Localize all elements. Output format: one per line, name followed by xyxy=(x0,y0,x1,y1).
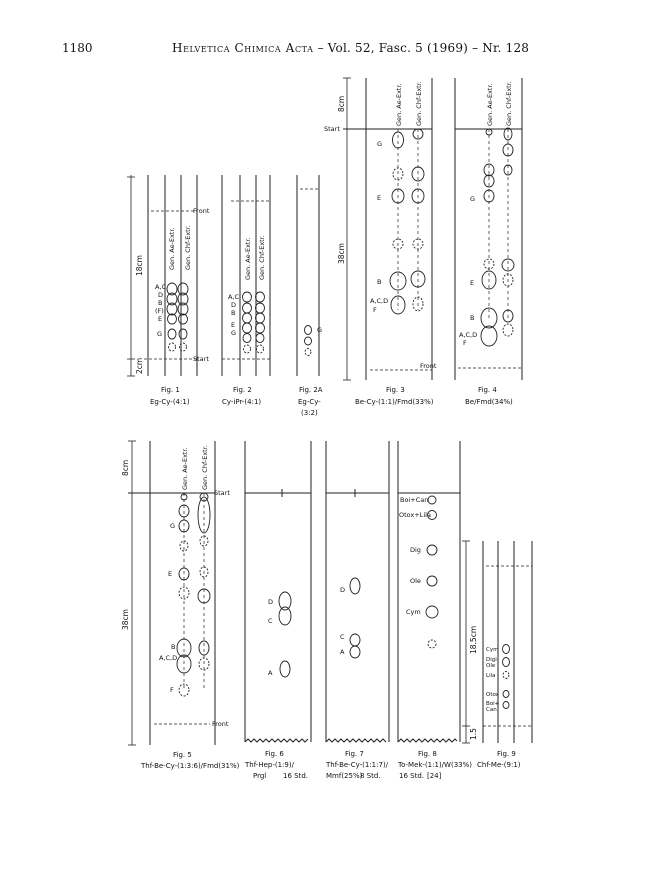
fig9-label: Boi+ xyxy=(486,701,500,707)
figure-8 xyxy=(398,441,460,742)
fig2-label: E xyxy=(231,321,236,329)
figure-2a xyxy=(297,175,319,376)
fig4-col2-label: Gen. Chf-Extr. xyxy=(505,81,513,126)
fig2a-subtitle-1: Eg-Cy- xyxy=(298,398,321,406)
fig9-subtitle: Chf-Me-(9:1) xyxy=(477,761,521,769)
fig5-dim-main: 38cm xyxy=(121,609,130,630)
fig2-label: A,C xyxy=(228,293,240,301)
fig2-spots xyxy=(243,292,265,353)
fig8-label: Ole xyxy=(410,577,421,585)
fig8-label: Cym xyxy=(406,608,421,616)
fig5-start-label: Start xyxy=(214,489,230,497)
journal-issue: – Vol. 52, Fasc. 5 (1969) – Nr. 128 xyxy=(317,41,530,55)
fig9-label: Can xyxy=(486,707,497,713)
fig2-label: G xyxy=(231,329,237,337)
fig2-label: D xyxy=(231,301,237,309)
figure-6 xyxy=(245,441,311,742)
fig7-subtitle-1: Thf-Be-Cy-(1:1:7)/ xyxy=(326,761,389,769)
fig2-title: Fig. 2 xyxy=(233,386,252,394)
fig3-label: G xyxy=(377,140,383,148)
fig4-subtitle: Be/Fmd(34%) xyxy=(465,398,513,406)
fig2-col2-label: Gen. Chf-Extr. xyxy=(258,235,266,280)
fig3-label: E xyxy=(377,194,382,202)
fig3-label: F xyxy=(373,306,377,314)
fig5-title: Fig. 5 xyxy=(173,751,192,759)
fig7-subtitle-2: Mmf(25%) xyxy=(326,772,363,780)
fig3-spots xyxy=(390,129,425,314)
fig8-label: Otox+Lila xyxy=(399,511,431,519)
fig5-label: A,C,D xyxy=(159,654,178,662)
fig1-dim-top: 18cm xyxy=(135,255,144,276)
fig4-spots xyxy=(481,128,514,346)
journal-name: Helvetica Chimica Acta xyxy=(172,41,314,55)
fig2-label: B xyxy=(231,309,236,317)
fig1-col2-label: Gen. Chf-Extr. xyxy=(184,225,192,270)
fig2a-label-g: G xyxy=(317,326,323,334)
fig9-label: Digi xyxy=(486,657,497,663)
fig9-title: Fig. 9 xyxy=(497,750,516,758)
fig7-subtitle-3: 8 Std. xyxy=(360,772,381,780)
fig6-title: Fig. 6 xyxy=(265,750,284,758)
fig6-label: A xyxy=(268,669,273,677)
fig3-dim-main: 38cm xyxy=(337,243,346,264)
fig6-subtitle-2: Prgl xyxy=(253,772,267,780)
fig1-label: D xyxy=(158,291,164,299)
fig5-col1-label: Gen. Ae-Extr. xyxy=(181,447,189,490)
fig7-label: A xyxy=(340,648,345,656)
fig3-start-label: Start xyxy=(324,125,340,133)
fig7-label: D xyxy=(340,586,346,594)
fig8-title: Fig. 8 xyxy=(418,750,437,758)
fig6-label: D xyxy=(268,598,274,606)
fig1-col1-label: Gen. Ae-Extr. xyxy=(168,227,176,270)
fig8-subtitle-2: 16 Std. xyxy=(399,772,424,780)
fig9-dim-bottom: 1.5 xyxy=(469,728,478,740)
fig9-label: Ole xyxy=(486,663,496,669)
fig4-label: F xyxy=(463,339,467,347)
fig2-col1-label: Gen. Ae-Extr. xyxy=(244,237,252,280)
fig6-label: C xyxy=(268,617,273,625)
fig4-label: A,C,D xyxy=(459,331,478,339)
fig9-spots xyxy=(503,645,510,709)
fig9-label: Cym xyxy=(486,647,499,653)
fig5-label: G xyxy=(170,522,176,530)
fig6-subtitle-3: 16 Std. xyxy=(283,772,308,780)
fig1-label: (F) xyxy=(155,307,164,315)
fig2a-title: Fig. 2A xyxy=(299,386,323,394)
fig8-label: Boi+Can xyxy=(400,496,429,504)
fig5-col2-label: Gen. Chf-Extr. xyxy=(201,445,209,490)
page-number: 1180 xyxy=(62,41,93,55)
fig6-subtitle-1: Thf-Hep-(1:9)/ xyxy=(245,761,294,769)
fig3-subtitle: Be-Cy-(1:1)/Fmd(33%) xyxy=(355,398,434,406)
fig9-label: Lila xyxy=(486,673,496,679)
fig1-label: E xyxy=(158,315,163,323)
fig3-label: A,C,D xyxy=(370,297,389,305)
fig8-subtitle-3: [24] xyxy=(427,772,442,780)
fig4-label: G xyxy=(470,195,476,203)
fig3-front-label: Front xyxy=(420,362,437,370)
fig7-title: Fig. 7 xyxy=(345,750,364,758)
fig4-title: Fig. 4 xyxy=(478,386,497,394)
fig1-label: A,C xyxy=(155,283,167,291)
fig5-dim-top: 8cm xyxy=(121,459,130,476)
fig1-label: G xyxy=(157,330,163,338)
fig5-front-label: Front xyxy=(212,720,229,728)
fig4-label: E xyxy=(470,279,475,287)
fig5-label: E xyxy=(168,570,173,578)
fig1-front-label: Front xyxy=(193,207,210,215)
fig5-spots xyxy=(177,493,210,696)
fig1-spots xyxy=(167,283,188,351)
fig2a-subtitle-2: (3:2) xyxy=(301,409,318,417)
fig3-dim-top: 8cm xyxy=(337,95,346,112)
fig3-title: Fig. 3 xyxy=(386,386,405,394)
fig4-col1-label: Gen. Ae-Extr. xyxy=(486,83,494,126)
fig9-dim-main: 18.5cm xyxy=(469,625,478,654)
fig3-col1-label: Gen. Ae-Extr. xyxy=(395,83,403,126)
fig5-label: F xyxy=(170,686,174,694)
figure-7 xyxy=(326,441,389,742)
fig3-label: B xyxy=(377,278,382,286)
fig1-title: Fig. 1 xyxy=(161,386,180,394)
fig7-label: C xyxy=(340,633,345,641)
fig7-spots xyxy=(350,578,360,658)
fig1-dim-bottom: 2cm xyxy=(135,357,144,374)
fig5-subtitle: Thf-Be-Cy-(1:3:6)/Fmd(31%) xyxy=(141,762,240,770)
fig1-start-label: Start xyxy=(193,355,209,363)
fig9-label: Otox xyxy=(486,692,499,698)
fig8-label: Dig xyxy=(410,546,421,554)
fig3-col2-label: Gen. Chf-Extr. xyxy=(415,81,423,126)
fig5-label: B xyxy=(171,643,176,651)
fig1-label: B xyxy=(158,299,163,307)
fig4-label: B xyxy=(470,314,475,322)
fig2-subtitle: Cy-iPr-(4:1) xyxy=(222,398,262,406)
fig8-subtitle-1: To-Mek-(1:1)/W(33%) xyxy=(398,761,472,769)
fig1-subtitle: Eg-Cy-(4:1) xyxy=(150,398,190,406)
fig6-spots xyxy=(279,592,291,677)
